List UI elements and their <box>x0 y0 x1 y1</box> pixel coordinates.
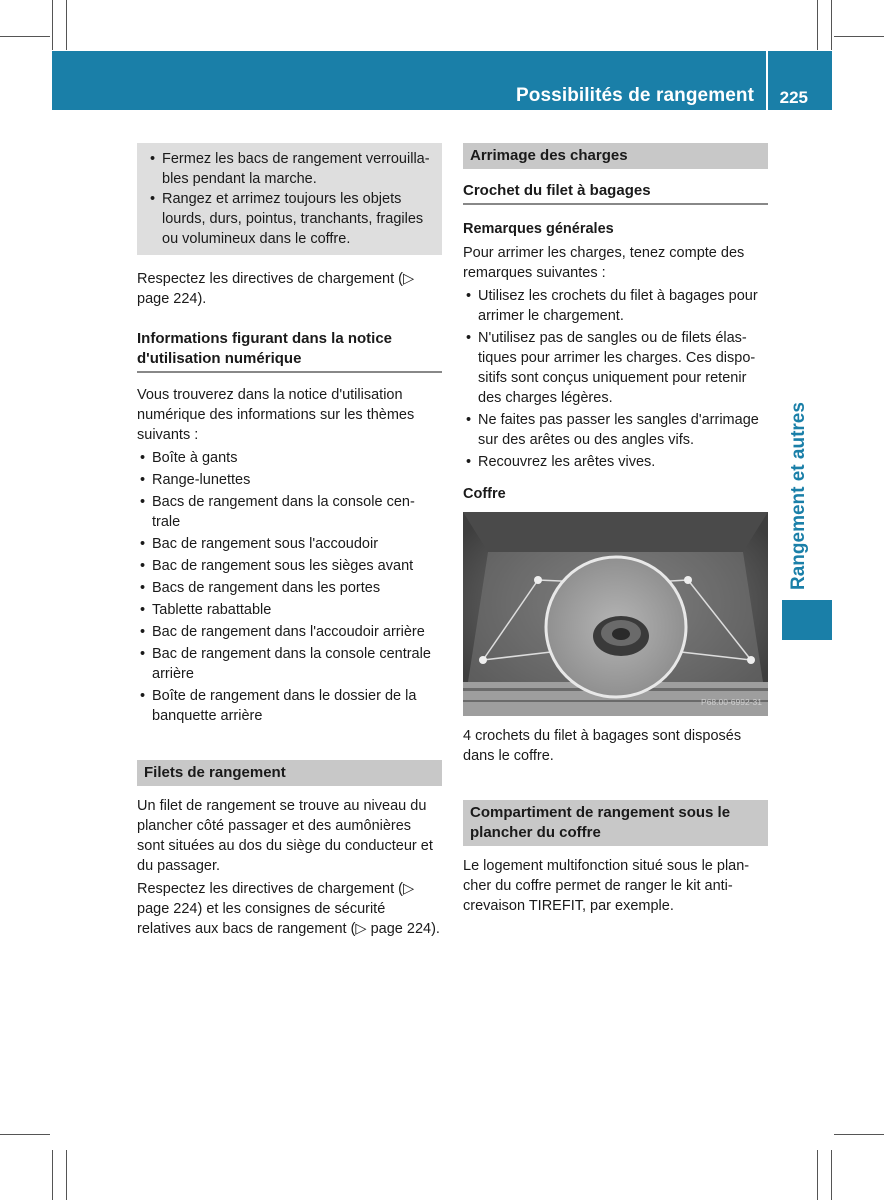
chapter-tab-marker <box>782 600 832 640</box>
list-item: • N'utilisez pas de sangles ou de filets élas- tiques pour arrimer les charges. Ces dispo- sitifs sont conçus uniquement pour retenir des charges légères. <box>463 328 768 408</box>
header-divider <box>766 51 768 110</box>
list-item: • Bac de rangement dans l'accoudoir arrière <box>137 622 442 642</box>
list-item: • Ne faites pas passer les sangles d'arrimage sur des arêtes ou des angles vifs. <box>463 410 768 450</box>
minor-heading: Remarques générales <box>463 221 614 237</box>
list-item: • Bacs de rangement dans les portes <box>137 578 442 598</box>
page-number: 225 <box>779 88 808 107</box>
paragraph: Le logement multifonction situé sous le plan- cher du coffre permet de ranger le kit anti- crevaison TIREFIT, par exemple. <box>463 858 750 914</box>
section-heading: Compartiment de rangement sous le plancher du coffre <box>463 800 768 846</box>
paragraph: Un filet de rangement se trouve au niveau du plancher côté passager et des aumônières sont situées au dos du siège du conducteur et du passager. <box>137 798 433 874</box>
crop-mark <box>52 1150 53 1200</box>
list-item: • Range-lunettes <box>137 470 442 490</box>
paragraph: Respectez les directives de chargement (▷ page 224) et les consignes de sécurité relatives aux bacs de rangement (▷ page 224). <box>137 881 440 937</box>
crop-mark <box>66 1150 67 1200</box>
list-item: • Utilisez les crochets du filet à bagages pour arrimer le chargement. <box>463 286 768 326</box>
list-item: • Bac de rangement sous l'accoudoir <box>137 534 442 554</box>
paragraph: Respectez les directives de chargement (▷ page 224). <box>137 271 415 307</box>
paragraph: Vous trouverez dans la notice d'utilisation numérique des informations sur les thèmes suivants : <box>137 387 415 443</box>
crop-mark <box>52 0 53 50</box>
remarks-list <box>463 286 768 472</box>
trunk-illustration <box>463 512 768 716</box>
section-heading: Arrimage des charges <box>463 143 768 169</box>
minor-heading: Coffre <box>463 486 506 502</box>
trunk-photo <box>463 512 768 716</box>
crop-mark <box>0 36 50 37</box>
crop-mark <box>831 1150 832 1200</box>
crop-mark <box>831 0 832 50</box>
section-heading: Filets de rangement <box>137 760 442 786</box>
page-header <box>52 51 832 110</box>
crop-mark <box>817 0 818 50</box>
crop-mark <box>834 1134 884 1135</box>
photo-caption-text: 4 crochets du filet à bagages sont disposés dans le coffre. <box>463 728 742 764</box>
list-item: • Boîte à gants <box>137 448 442 468</box>
list-item: • Recouvrez les arêtes vives. <box>463 452 768 472</box>
list-item: • Bac de rangement dans la console centrale arrière <box>137 644 442 684</box>
section-title: Possibilités de rangement <box>516 85 754 106</box>
subsection-heading: Crochet du filet à bagages <box>463 181 768 205</box>
crop-mark <box>0 1134 50 1135</box>
right-column <box>463 143 768 919</box>
list-item: • Bacs de rangement dans la console cen- trale <box>137 492 442 532</box>
list-item: • Boîte de rangement dans le dossier de la banquette arrière <box>137 686 442 726</box>
photo-code: P68.00-6992-31 <box>701 697 762 707</box>
chapter-tab-label: Rangement et autres <box>788 402 809 590</box>
list-item: • Rangez et arrimez toujours les objets lourds, durs, pointus, tranchants, fragiles ou volumineux dans le coffre. <box>147 189 432 249</box>
crop-mark <box>66 0 67 50</box>
crop-mark <box>817 1150 818 1200</box>
topic-list <box>137 448 442 726</box>
list-item: • Bac de rangement sous les sièges avant <box>137 556 442 576</box>
warning-box <box>137 143 442 255</box>
paragraph: Pour arrimer les charges, tenez compte des remarques suivantes : <box>463 245 745 281</box>
crop-mark <box>834 36 884 37</box>
list-item: • Tablette rabattable <box>137 600 442 620</box>
list-item: • Fermez les bacs de rangement verrouilla- bles pendant la marche. <box>147 149 432 189</box>
section-heading: Informations figurant dans la notice d'utilisation numérique <box>137 329 442 373</box>
left-column <box>137 143 442 942</box>
